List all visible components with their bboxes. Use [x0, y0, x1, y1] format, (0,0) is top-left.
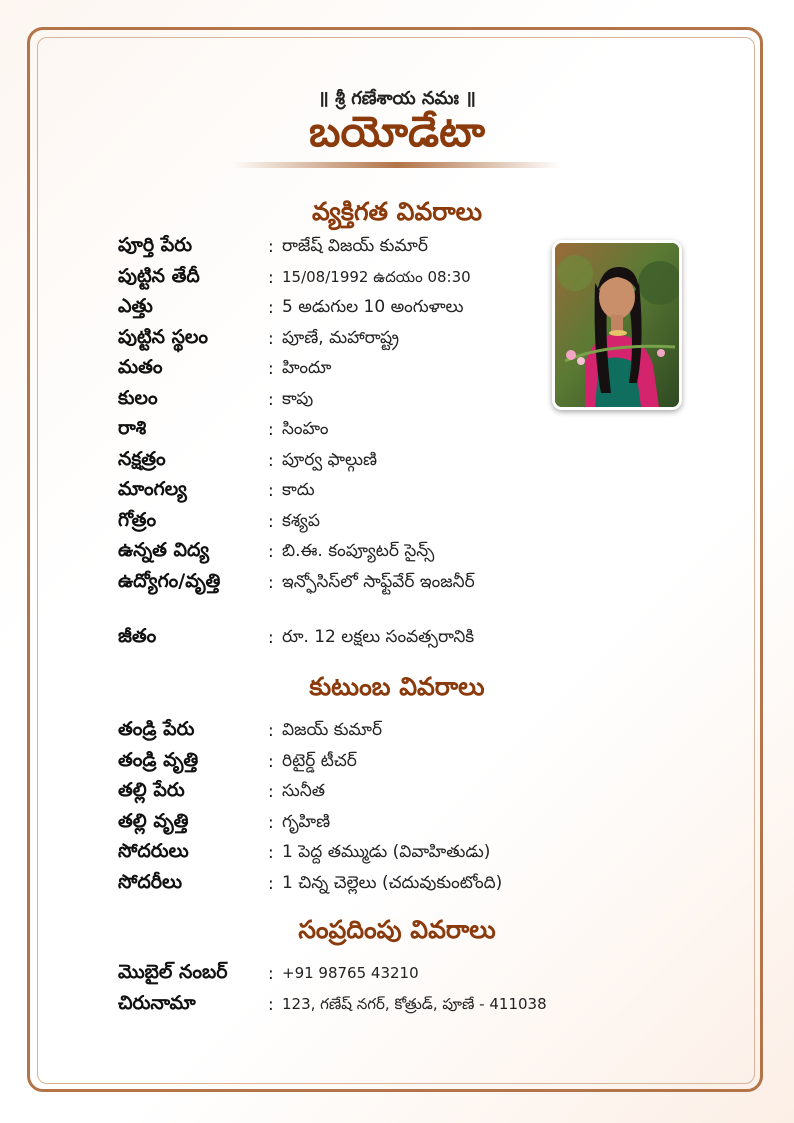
detail-row: [118, 505, 548, 536]
detail-value: బి.ఈ. కంప్యూటర్ సైన్స్: [282, 541, 435, 561]
detail-row: [118, 444, 548, 475]
separator: :: [268, 994, 274, 1015]
detail-label: మొబైల్ నంబర్: [118, 961, 228, 983]
personal-details: [118, 230, 548, 651]
detail-value: రాజేష్ విజయ్ కుమార్: [282, 236, 428, 256]
detail-value: విజయ్ కుమార్: [282, 720, 383, 740]
detail-row: [118, 230, 548, 261]
detail-value: 5 అడుగుల 10 అంగుళాలు: [282, 297, 464, 317]
separator: :: [268, 873, 274, 894]
detail-row: [118, 714, 548, 745]
detail-label: తండ్రి పేరు: [118, 718, 195, 740]
detail-row: [118, 988, 638, 1019]
detail-label: తల్లి పేరు: [118, 779, 185, 801]
detail-value: రిటైర్డ్ టీచర్: [282, 750, 357, 771]
detail-row: [118, 322, 548, 353]
detail-value: సింహం: [282, 419, 329, 439]
separator: :: [268, 237, 274, 257]
invocation-text: ॥ శ్రీ గణేశాయ నమః ॥: [318, 88, 476, 109]
detail-value: ఇన్ఫోసిస్‌లో సాఫ్ట్‌వేర్ ఇంజనీర్: [282, 571, 475, 592]
separator: :: [268, 721, 274, 741]
detail-label: ఉన్నత విద్య: [118, 539, 210, 561]
detail-label: మాంగల్య: [118, 478, 187, 500]
separator: :: [268, 389, 274, 410]
detail-value: 123, గణేష్ నగర్, కోత్రుడ్, పూణే - 411038: [282, 994, 547, 1013]
separator: :: [268, 359, 274, 379]
detail-row: [118, 535, 548, 566]
detail-label: సోదరీలు: [118, 870, 183, 893]
detail-row: [118, 352, 548, 383]
detail-label: సోదరులు: [118, 840, 189, 862]
separator: :: [268, 782, 274, 802]
detail-value: హిందూ: [282, 358, 332, 378]
detail-label: చిరునామా: [118, 991, 196, 1014]
profile-photo-image: [555, 243, 679, 407]
detail-row: [118, 474, 548, 505]
detail-label: పుట్టిన తేదీ: [118, 264, 200, 287]
detail-value: పూణే, మహారాష్ట్ర: [282, 327, 400, 348]
title-divider: [232, 162, 562, 168]
detail-value: కాపు: [282, 388, 314, 409]
separator: :: [268, 572, 274, 593]
separator: :: [268, 751, 274, 772]
detail-label: జీతం: [118, 624, 157, 647]
section-heading-personal: వ్యక్తిగత వివరాలు: [311, 197, 483, 226]
separator: :: [268, 450, 274, 471]
detail-value: 1 చిన్న చెల్లెలు (చదువుకుంటోంది): [282, 872, 503, 893]
detail-row: [118, 383, 548, 414]
detail-label: నక్షత్రం: [118, 447, 166, 470]
detail-value: 15/08/1992 ఉదయం 08:30: [282, 267, 471, 286]
detail-label: పుట్టిన స్థలం: [118, 325, 209, 348]
profile-photo: [552, 240, 682, 410]
detail-value: సునీత: [282, 781, 325, 801]
detail-row: [118, 745, 548, 776]
detail-row: [118, 867, 548, 898]
detail-row: [118, 621, 548, 651]
separator: :: [268, 511, 274, 532]
detail-row: [118, 413, 548, 444]
detail-label: గోత్రం: [118, 508, 157, 531]
contact-details: [118, 957, 638, 1018]
separator: :: [268, 843, 274, 863]
separator: :: [268, 812, 274, 833]
detail-label: తల్లి వృత్తి: [118, 809, 189, 832]
detail-label: ఎత్తు: [118, 295, 153, 317]
separator: :: [268, 481, 274, 501]
separator: :: [268, 542, 274, 562]
detail-value: గృహిణి: [282, 811, 331, 832]
detail-label: రాశి: [118, 417, 147, 439]
detail-label: కులం: [118, 386, 158, 409]
detail-row: [118, 775, 548, 806]
detail-value: కశ్యప: [282, 510, 320, 531]
separator: :: [268, 420, 274, 440]
separator: :: [268, 328, 274, 349]
section-heading-family: కుటుంబ వివరాలు: [309, 672, 485, 701]
detail-value: పూర్వ ఫాల్గుణి: [282, 449, 378, 470]
detail-value: 1 పెద్ద తమ్ముడు (వివాహితుడు): [282, 842, 491, 862]
detail-value: +91 98765 43210: [282, 964, 419, 982]
separator: :: [268, 964, 274, 984]
detail-value: రూ. 12 లక్షలు సంవత్సరానికి: [282, 626, 475, 647]
detail-label: మతం: [118, 356, 163, 378]
detail-row: [118, 806, 548, 837]
family-details: [118, 714, 548, 897]
detail-label: పూర్తి పేరు: [118, 234, 193, 256]
detail-row: [118, 836, 548, 867]
section-heading-contact: సంప్రదింపు వివరాలు: [298, 915, 496, 944]
detail-row: [118, 957, 638, 988]
detail-row: [118, 566, 548, 621]
separator: :: [268, 298, 274, 318]
page-title: బయోడేటా: [309, 107, 485, 156]
detail-label: ఉద్యోగం/వృత్తి: [118, 569, 221, 592]
separator: :: [268, 627, 274, 648]
detail-value: కాదు: [282, 480, 315, 500]
separator: :: [268, 267, 274, 288]
detail-row: [118, 291, 548, 322]
detail-label: తండ్రి వృత్తి: [118, 748, 199, 771]
detail-row: [118, 261, 548, 292]
